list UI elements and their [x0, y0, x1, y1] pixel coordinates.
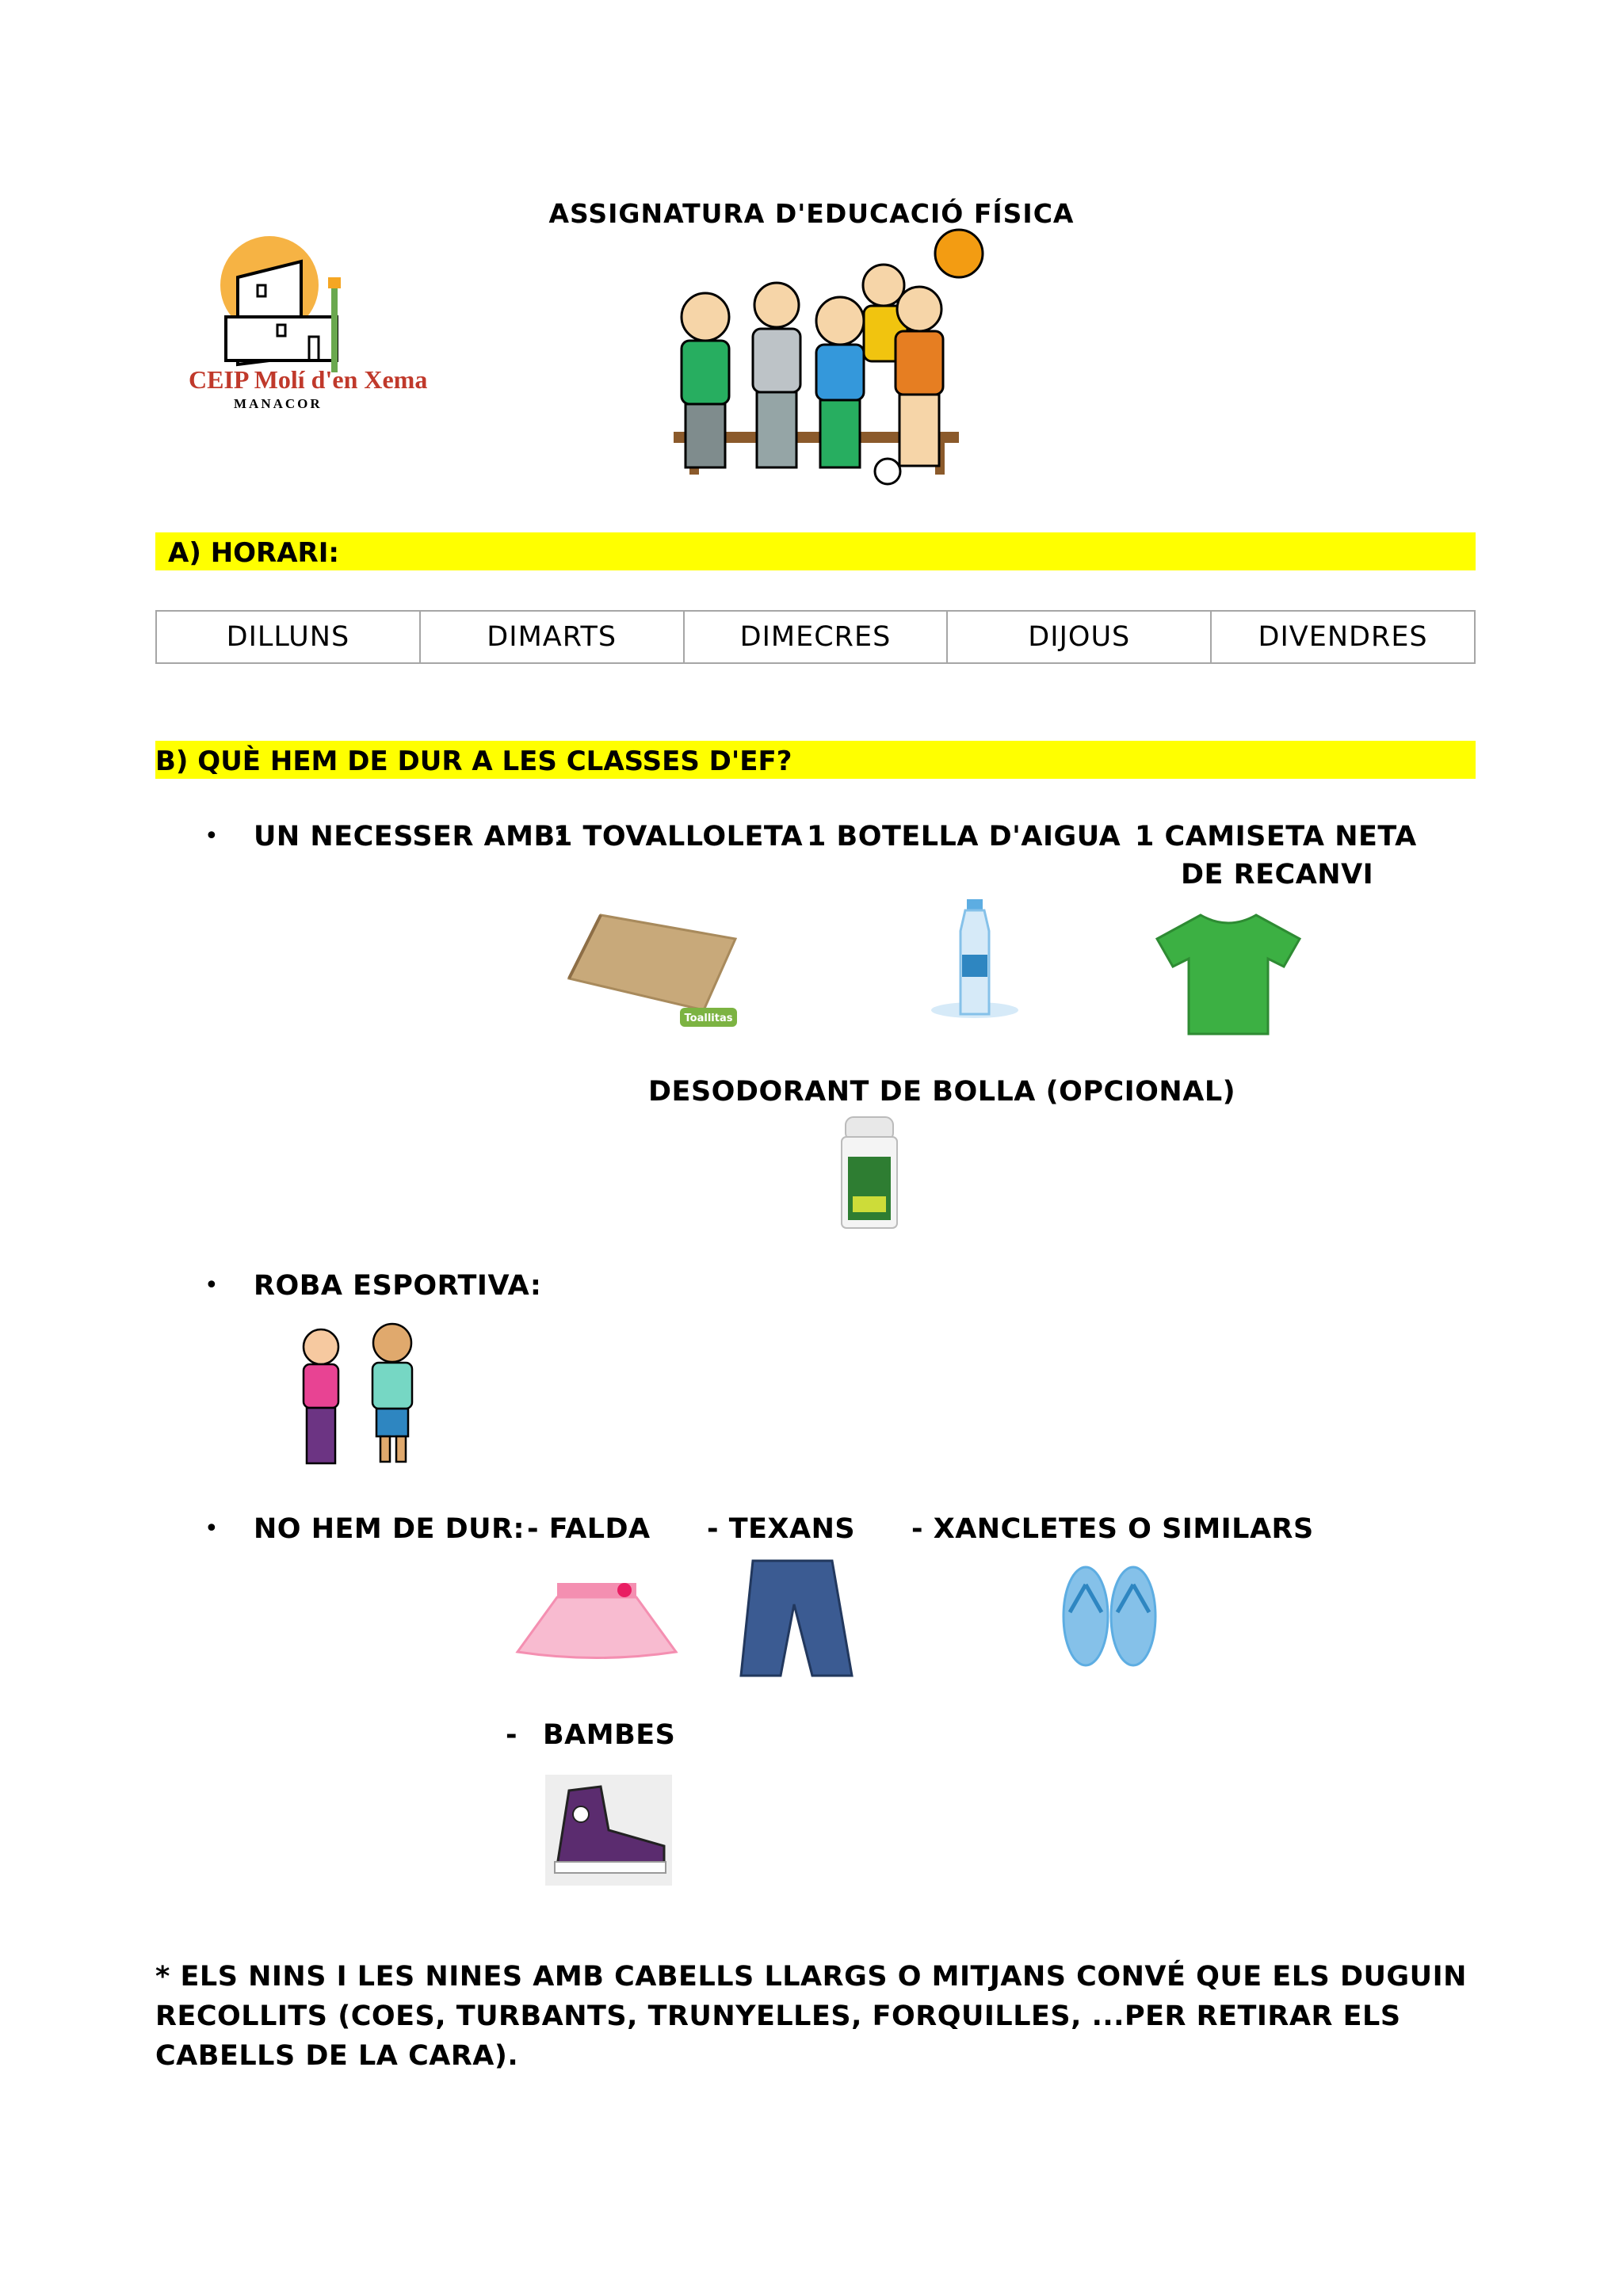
skirt-image — [514, 1577, 680, 1664]
necesser-label: UN NECESSER AMB: — [254, 821, 567, 852]
page-title: ASSIGNATURA D'EDUCACIÓ FÍSICA — [548, 198, 1075, 229]
day-thursday: DIJOUS — [947, 611, 1211, 663]
deodorant-image — [802, 1109, 953, 1232]
logo-school-name: CEIP Molí d'en Xema — [189, 365, 428, 394]
bullet-roba: • — [204, 1272, 219, 1299]
deodorant-label: DESODORANT DE BOLLA (OPCIONAL) — [648, 1076, 1236, 1108]
sport-clothes-kids-image — [281, 1315, 440, 1474]
hair-note: * ELS NINS I LES NINES AMB CABELLS LLARGS O MITJANS CONVÉ QUE ELS DUGUIN RECOLLITS (COES, TURBANTS, TRUNYELLES, FORQUILLES, ...PER RETIRAR ELS CABELLS DE LA CARA). — [155, 1961, 1467, 2072]
item-jeans: - TEXANS — [707, 1513, 856, 1545]
item-tshirt-line1: 1 CAMISETA NETA — [1135, 821, 1417, 852]
roba-label: ROBA ESPORTIVA: — [254, 1270, 542, 1302]
item-flipflops: - XANCLETES O SIMILARS — [911, 1513, 1314, 1545]
school-logo — [182, 230, 428, 420]
day-tuesday: DIMARTS — [420, 611, 684, 663]
section-a-heading: A) HORARI: — [168, 537, 339, 569]
bullet-necesser: • — [204, 822, 219, 850]
towel-image — [569, 899, 743, 1034]
sneakers-image — [545, 1775, 672, 1886]
schedule-row — [156, 611, 1475, 663]
day-wednesday: DIMECRES — [684, 611, 948, 663]
section-b-heading: B) QUÈ HEM DE DUR A LES CLASSES D'EF? — [155, 746, 792, 777]
flipflops-image — [1058, 1565, 1161, 1672]
day-friday: DIVENDRES — [1211, 611, 1475, 663]
section-a-highlight — [155, 532, 1476, 570]
tshirt-image — [1153, 911, 1304, 1038]
bullet-no-dur: • — [204, 1515, 219, 1543]
towel-brand: Toallitas — [684, 1013, 733, 1024]
day-monday: DILLUNS — [156, 611, 420, 663]
schedule-table — [155, 610, 1476, 664]
item-sneakers: BAMBES — [543, 1719, 676, 1751]
kids-sports-illustration — [626, 230, 1006, 499]
item-tshirt-line2: DE RECANVI — [1181, 859, 1374, 891]
item-sneakers-dash: - — [506, 1719, 518, 1751]
jeans-image — [737, 1557, 856, 1680]
section-b-highlight — [155, 741, 1476, 779]
item-skirt: - FALDA — [527, 1513, 651, 1545]
logo-town: MANACOR — [234, 396, 323, 411]
no-dur-label: NO HEM DE DUR: — [254, 1513, 525, 1545]
item-water-bottle: 1 BOTELLA D'AIGUA — [807, 821, 1121, 852]
item-towel: 1 TOVALLOLETA — [553, 821, 804, 852]
water-bottle-image — [927, 895, 1022, 1022]
